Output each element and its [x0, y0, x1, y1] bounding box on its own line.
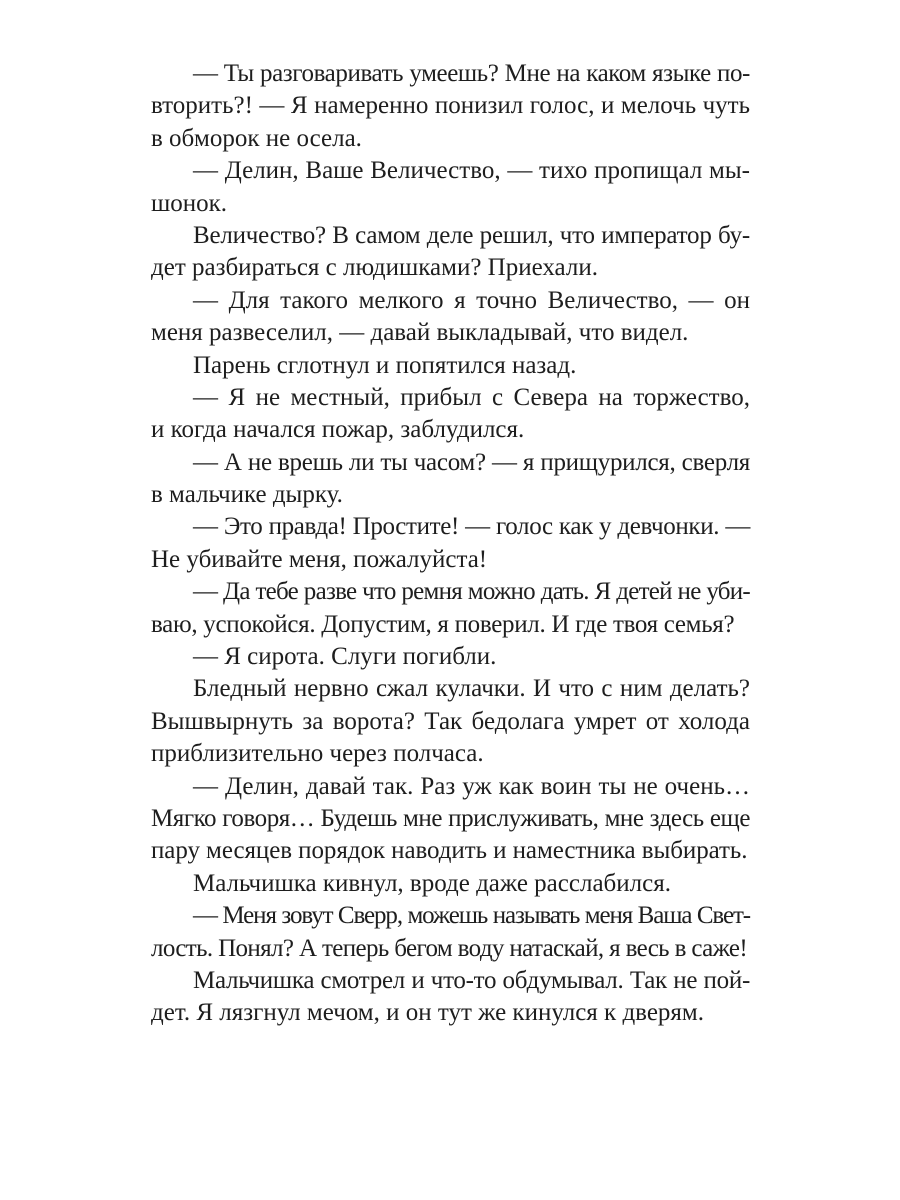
text-line: лость. Понял? А теперь бегом воду натаскай, я весь в саже!: [151, 934, 748, 962]
text-line: — Меня зовут Сверр, можешь называть меня Ваша Свет-: [193, 902, 750, 930]
text-line: шонок.: [151, 189, 228, 217]
paragraph: [151, 673, 750, 770]
text-line: вторить?! — Я намеренно понизил голос, и мелочь чуть: [151, 92, 750, 120]
book-page: [151, 58, 750, 1030]
text-line: ваю, успокойся. Допустим, я поверил. И где твоя семья?: [151, 610, 735, 638]
text-line: меня развеселил, — давай выкладывай, что видел.: [151, 319, 689, 347]
text-line: приблизительно через полчаса.: [151, 740, 484, 768]
text-line: пару месяцев порядок наводить и наместника выбирать.: [151, 837, 748, 865]
paragraph: [151, 58, 750, 155]
text-line: — Да тебе разве что ремня можно дать. Я детей не уби-: [193, 578, 750, 606]
text-line: в мальчике дырку.: [151, 481, 343, 509]
text-line: в обморок не осела.: [151, 124, 362, 152]
paragraph: [151, 771, 750, 868]
paragraph: [151, 965, 750, 1030]
text-line: — Для такого мелкого я точно Величество, — он: [193, 286, 750, 314]
paragraph: [151, 285, 750, 350]
text-line: Не убивайте меня, пожалуйста!: [151, 545, 488, 573]
paragraph: [151, 576, 750, 641]
text-line: Величество? В самом деле решил, что император бу-: [193, 221, 750, 249]
text-line: — Делин, Ваше Величество, — тихо пропищал мы-: [193, 157, 750, 185]
text-line: Бледный нервно сжал кулачки. И что с ним делать?: [193, 675, 750, 703]
paragraph: [151, 350, 750, 382]
text-line: — А не врешь ли ты часом? — я прищурился, сверля: [193, 448, 750, 476]
paragraph: [151, 382, 750, 447]
paragraph: [151, 900, 750, 965]
paragraph: [151, 511, 750, 576]
text-line: Мягко говоря… Будешь мне прислуживать, мне здесь еще: [151, 804, 750, 832]
text-line: Мальчишка смотрел и что-то обдумывал. Так не пой-: [193, 966, 750, 994]
paragraph: [151, 641, 750, 673]
paragraph: [151, 447, 750, 512]
text-line: Парень сглотнул и попятился назад.: [193, 351, 577, 379]
paragraph: [151, 868, 750, 900]
text-line: — Я не местный, прибыл с Севера на торжество,: [193, 383, 750, 411]
text-line: Вышвырнуть за ворота? Так бедолага умрет от холода: [151, 707, 750, 735]
text-line: — Делин, давай так. Раз уж как воин ты не очень…: [193, 772, 750, 800]
text-line: — Ты разговаривать умеешь? Мне на каком языке по-: [193, 60, 750, 87]
text-line: и когда начался пожар, заблудился.: [151, 416, 525, 444]
text-line: — Это правда! Простите! — голос как у девчонки. —: [193, 513, 750, 541]
text-line: Мальчишка кивнул, вроде даже расслабился.: [193, 869, 671, 897]
text-line: — Я сирота. Слуги погибли.: [193, 643, 497, 671]
text-line: дет. Я лязгнул мечом, и он тут же кинулся к дверям.: [151, 999, 704, 1027]
paragraph: [151, 155, 750, 220]
text-line: дет разбираться с людишками? Приехали.: [151, 254, 598, 282]
paragraph: [151, 220, 750, 285]
